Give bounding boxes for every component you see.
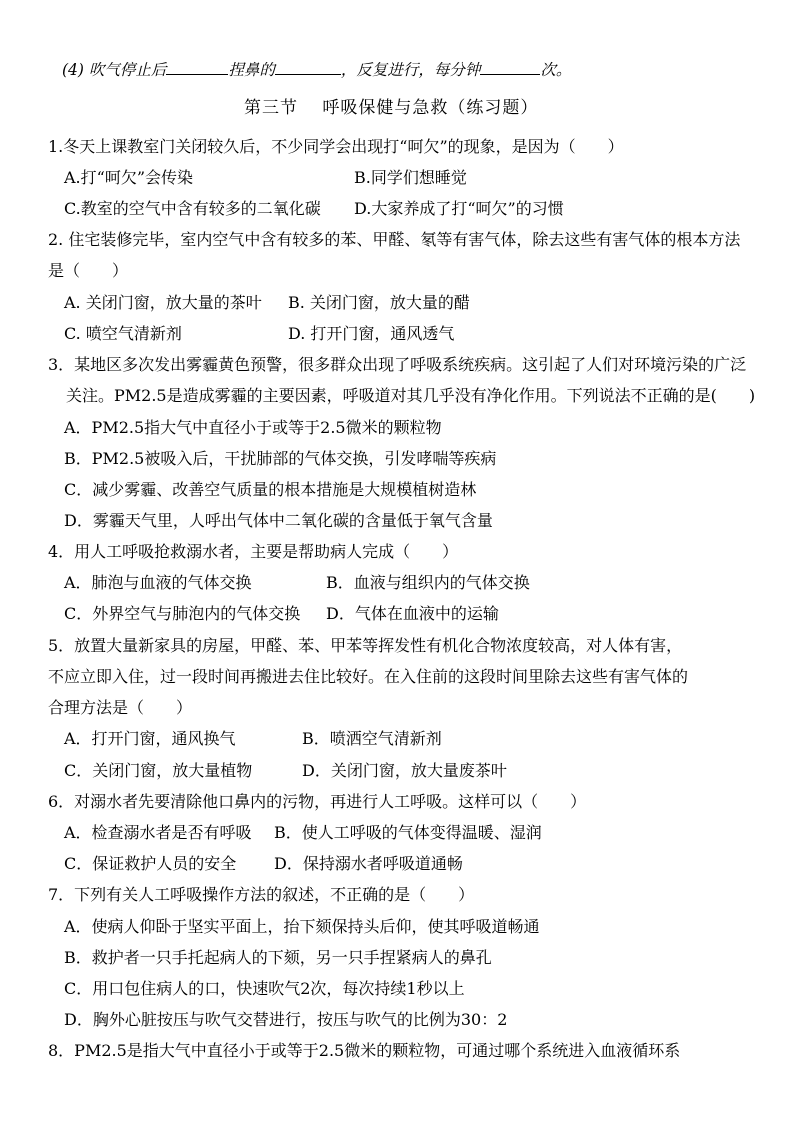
option-a: A．检查溺水者是否有呼吸: [64, 823, 252, 842]
option-c: C．减少雾霾、改善空气质量的根本措施是大规模植树造林: [64, 480, 477, 499]
question-stem: 8．PM2.5是指大气中直径小于或等于2.5微米的颗粒物，可通过哪个系统进入血液循环系: [48, 1041, 681, 1060]
option-d: D. 打开门窗，通风透气: [288, 324, 455, 343]
option-a: A．PM2.5指大气中直径小于或等于2.5微米的颗粒物: [64, 418, 442, 437]
question-stem: 1.冬天上课教室门关闭较久后，不少同学会出现打“呵欠”的现象，是因为（ ）: [48, 137, 624, 156]
answer-blank-3[interactable]: [480, 60, 540, 75]
fill-in-text-1: (4) 吹气停止后: [62, 61, 167, 79]
option-d: D．气体在血液中的运输: [326, 604, 499, 623]
option-a: A. 关闭门窗，放大量的茶叶: [64, 293, 262, 312]
option-c: C.教室的空气中含有较多的二氧化碳: [64, 199, 321, 218]
fill-in-item: [62, 60, 571, 80]
option-d: D.大家养成了打“呵欠”的习惯: [354, 199, 564, 218]
option-a: A.打“呵欠”会传染: [64, 168, 194, 187]
option-c: C. 喷空气清新剂: [64, 324, 182, 343]
option-b: B．喷洒空气清新剂: [302, 729, 442, 748]
question-stem: 3．某地区多次发出雾霾黄色预警，很多群众出现了呼吸系统疾病。这引起了人们对环境污染的广泛: [48, 355, 747, 374]
option-b: B. 关闭门窗，放大量的醋: [288, 293, 470, 312]
section-title: 第三节 呼吸保健与急救（练习题）: [244, 98, 539, 118]
option-a: A．使病人仰卧于坚实平面上，抬下颏保持头后仰，使其呼吸道畅通: [64, 917, 540, 936]
option-d: D．胸外心脏按压与吹气交替进行，按压与吹气的比例为30：2: [64, 1010, 508, 1029]
fill-in-text-2: 捏鼻的: [228, 61, 275, 79]
option-b: B.同学们想睡觉: [354, 168, 467, 187]
option-a: A．打开门窗，通风换气: [64, 729, 236, 748]
fill-in-text-4: 次。: [540, 61, 572, 79]
option-c: C．保证救护人员的安全: [64, 854, 237, 873]
question-stem: 5．放置大量新家具的房屋，甲醛、苯、甲苯等挥发性有机化合物浓度较高，对人体有害，: [48, 636, 683, 655]
fill-in-text-3: ，反复进行，每分钟: [340, 61, 481, 79]
option-b: B．救护者一只手托起病人的下颏，另一只手捏紧病人的鼻孔: [64, 948, 492, 967]
option-a: A．肺泡与血液的气体交换: [64, 573, 252, 592]
option-c: C．外界空气与肺泡内的气体交换: [64, 604, 301, 623]
answer-blank-2[interactable]: [275, 60, 341, 75]
option-d: D．雾霾天气里，人呼出气体中二氧化碳的含量低于氧气含量: [64, 511, 493, 530]
option-c: C．用口包住病人的口，快速吹气2次，每次持续1秒以上: [64, 979, 465, 998]
option-b: B．使人工呼吸的气体变得温暖、湿润: [274, 823, 542, 842]
question-stem-cont: 不应立即入住，过一段时间再搬进去住比较好。在入住前的这段时间里除去这些有害气体的: [48, 667, 689, 686]
option-c: C．关闭门窗，放大量植物: [64, 761, 253, 780]
answer-blank-1[interactable]: [166, 60, 228, 75]
question-stem: 6．对溺水者先要清除他口鼻内的污物，再进行人工呼吸。这样可以（ ）: [48, 792, 587, 811]
option-d: D．保持溺水者呼吸道通畅: [274, 854, 463, 873]
question-stem: 7．下列有关人工呼吸操作方法的叙述，不正确的是（ ）: [48, 885, 475, 904]
option-d: D．关闭门窗，放大量废茶叶: [302, 761, 507, 780]
question-stem: 2. 住宅装修完毕，室内空气中含有较多的苯、甲醛、氡等有害气体，除去这些有害气体的根本方法: [48, 230, 741, 249]
question-stem-cont: 合理方法是（ ）: [48, 698, 193, 717]
option-b: B．PM2.5被吸入后，干扰肺部的气体交换，引发哮喘等疾病: [64, 449, 497, 468]
question-stem-cont: 是（ ）: [48, 261, 129, 280]
question-stem-cont: 关注。PM2.5是造成雾霾的主要因素，呼吸道对其几乎没有净化作用。下列说法不正确的是( ): [66, 386, 756, 405]
option-b: B．血液与组织内的气体交换: [326, 573, 530, 592]
question-stem: 4．用人工呼吸抢救溺水者，主要是帮助病人完成（ ）: [48, 542, 459, 561]
